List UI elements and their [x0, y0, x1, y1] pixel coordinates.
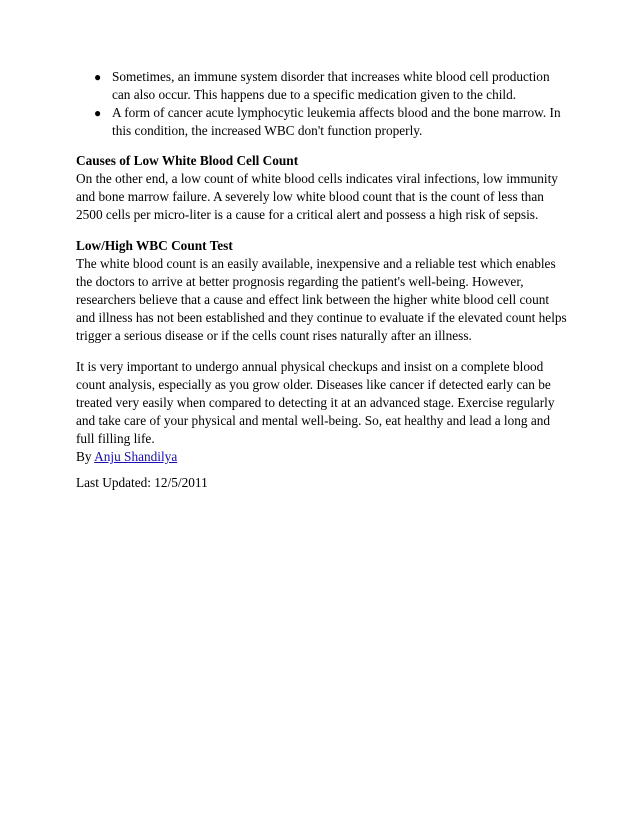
section-heading: Low/High WBC Count Test — [76, 238, 233, 253]
bullet-icon: ● — [94, 106, 102, 120]
section-heading: Causes of Low White Blood Cell Count — [76, 153, 299, 168]
bullet-icon: ● — [94, 70, 102, 84]
section-low-wbc-causes — [76, 152, 568, 224]
list-item-text: Sometimes, an immune system disorder that increases white blood cell production can also occur. This happens due to a specific medication given to the child. — [112, 69, 550, 102]
list-item — [94, 68, 568, 104]
list-item — [94, 104, 568, 140]
list-item-text: A form of cancer acute lymphocytic leukemia affects blood and the bone marrow. In this condition, the increased WBC don't function properly. — [112, 105, 561, 138]
section-body: On the other end, a low count of white blood cells indicates viral infections, low immunity and bone marrow failure. A severely low white blood count that is the count of less than 2500 cells per micro-liter is a cause for a critical alert and possess a high risk of sepsis. — [76, 171, 558, 222]
byline-prefix: By — [76, 449, 92, 464]
document-page — [76, 68, 568, 505]
byline — [76, 449, 177, 464]
bullet-list — [76, 68, 568, 140]
last-updated: Last Updated: 12/5/2011 — [76, 475, 208, 490]
closing-section — [76, 358, 568, 466]
closing-paragraph: It is very important to undergo annual physical checkups and insist on a complete blood count analysis, especially as you grow older. Diseases like cancer if detected early can be treated very easily when compared to detecting it at an advanced stage. Exercise regularly and take care of your physical and mental well-being. So, eat healthy and lead a long and full filling life. — [76, 359, 555, 446]
author-link[interactable]: Anju Shandilya — [94, 449, 178, 464]
section-wbc-count-test — [76, 237, 568, 345]
section-body: The white blood count is an easily available, inexpensive and a reliable test which enables the doctors to arrive at better prognosis regarding the patient's well-being. However, researchers believe that a cause and effect link between the higher white blood cell count and illness has not been established and they continue to evaluate if the elevated count helps trigger a serious disease or if the cells count rises naturally after an illness. — [76, 256, 567, 343]
